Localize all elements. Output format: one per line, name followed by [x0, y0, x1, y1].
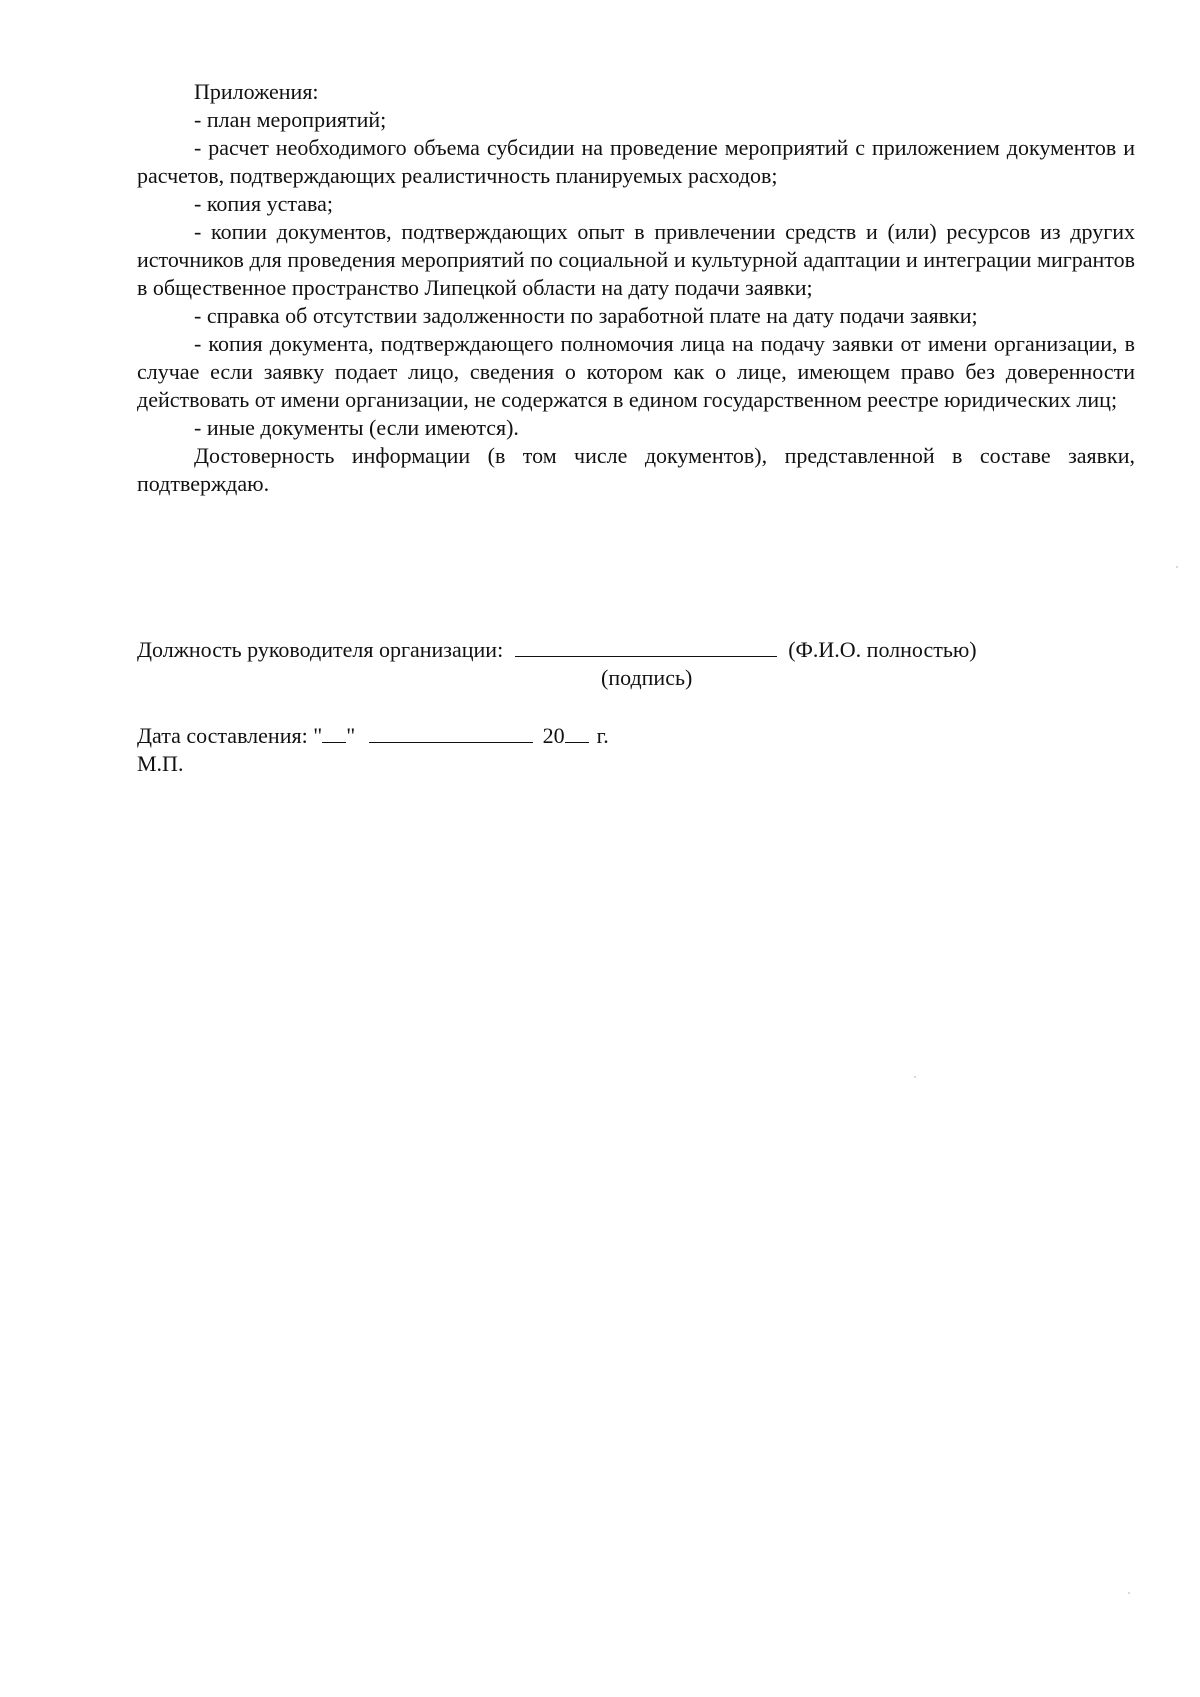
month-blank — [369, 722, 533, 743]
attachment-item: - расчет необходимого объема субсидии на проведение мероприятий с приложением документов и расчетов, подтверждающих реалистичность планируемых расходов; — [137, 135, 1135, 188]
attachment-item: - иные документы (если имеются). — [194, 415, 519, 440]
year-century: 20 — [542, 723, 565, 748]
full-name-label: (Ф.И.О. полностью) — [788, 637, 977, 662]
signature-caption: (подпись) — [601, 665, 693, 690]
attachment-item: - копия документа, подтверждающего полномочия лица на подачу заявки от имени организации, в случае если заявку подает лицо, сведения о котором как о лице, имеющем право без доверенности действовать от имени организации, не содержатся в едином государственном реестре юридических лиц; — [137, 331, 1135, 412]
signature-line — [137, 636, 1135, 664]
confirmation-statement: Достоверность информации (в том числе документов), представленной в составе заявки, подтверждаю. — [137, 443, 1135, 496]
stamp-label: М.П. — [137, 751, 184, 776]
position-label: Должность руководителя организации: — [137, 637, 504, 662]
date-block — [137, 722, 1135, 778]
open-quote: " — [313, 723, 323, 748]
scan-speck — [914, 1076, 916, 1078]
signature-blank — [515, 636, 777, 657]
attachment-item: - копия устава; — [194, 191, 333, 216]
attachment-item: - план мероприятий; — [194, 107, 387, 132]
attachments-heading: Приложения: — [194, 79, 319, 104]
attachments-section — [137, 78, 1135, 498]
day-blank — [322, 722, 346, 743]
attachment-item: - справка об отсутствии задолженности по заработной плате на дату подачи заявки; — [194, 303, 978, 328]
scan-speck — [1176, 566, 1178, 568]
year-blank — [565, 722, 589, 743]
scan-speck — [1128, 1592, 1130, 1594]
date-label: Дата составления: — [137, 723, 308, 748]
year-suffix: г. — [596, 723, 609, 748]
date-line — [137, 722, 1135, 750]
close-quote: " — [346, 723, 356, 748]
signature-block — [137, 636, 1135, 690]
attachment-item: - копии документов, подтверждающих опыт в привлечении средств и (или) ресурсов из других источников для проведения мероприятий по социальной и культурной адаптации и интеграции мигрантов в общественное пространство Липецкой области на дату подачи заявки; — [137, 219, 1135, 300]
